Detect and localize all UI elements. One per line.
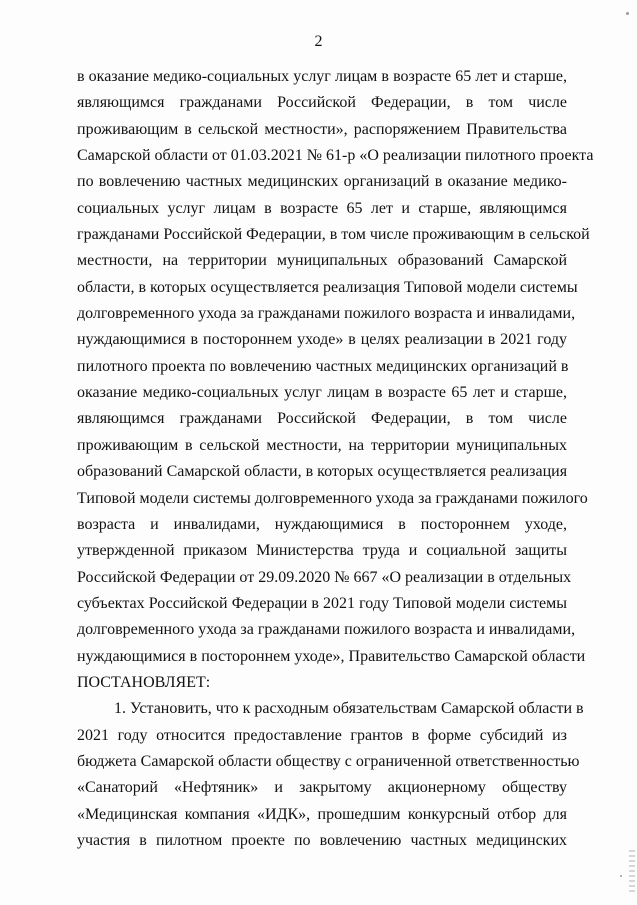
text-line: участия в пилотном проекте по вовлечению частных медицинских <box>77 831 567 849</box>
text-line: «Санаторий «Нефтяник» и закрытому акционерному обществу <box>77 779 567 797</box>
scan-speck <box>620 875 622 877</box>
text-line: нуждающимися в постороннем уходе», Правительство Самарской области <box>77 647 586 665</box>
text-line: социальных услуг лицам в возрасте 65 лет и старше, являющимся <box>77 199 567 217</box>
text-line: нуждающимися в постороннем уходе» в целях реализации в 2021 году <box>77 331 567 349</box>
text-line: Российской Федерации от 29.09.2020 № 667 «О реализации в отдельных <box>77 568 572 586</box>
text-line: являющимся гражданами Российской Федерации, в том числе <box>77 410 567 428</box>
text-line: образований Самарской области, в которых осуществляется реализация <box>77 463 568 481</box>
text-line: оказание медико-социальных услуг лицам в возрасте 65 лет и старше, <box>77 384 567 402</box>
text-line: в оказание медико-социальных услуг лицам в возрасте 65 лет и старше, <box>77 68 567 85</box>
text-line: области, в которых осуществляется реализация Типовой модели системы <box>77 278 578 296</box>
text-line: пилотного проекта по вовлечению частных медицинских организаций в <box>77 357 569 375</box>
text-line: 2021 году относится предоставление грантов в форме субсидий из <box>77 726 567 744</box>
text-line: «Медицинская компания «ИДК», прошедшим конкурсный отбор для <box>77 805 567 823</box>
text-line: возраста и инвалидами, нуждающимися в постороннем уходе, <box>77 515 567 533</box>
document-body <box>77 64 594 854</box>
text-line: гражданами Российской Федерации, в том числе проживающим в сельской <box>77 226 590 244</box>
text-line: утвержденной приказом Министерства труда и социальной защиты <box>77 542 567 560</box>
page-number: 2 <box>314 33 323 50</box>
text-line: 1. Установить, что к расходным обязательствам Самарской области в <box>114 700 584 718</box>
text-line: Типовой модели системы долговременного ухода за гражданами пожилого <box>77 489 588 507</box>
text-line: проживающим в сельской местности», распоряжением Правительства <box>77 120 567 138</box>
text-line: бюджета Самарской области обществу с ограниченной ответственностью <box>77 752 580 770</box>
scan-speck <box>626 12 629 15</box>
text-line: Самарской области от 01.03.2021 № 61-р «О реализации пилотного проекта <box>77 147 594 165</box>
resolution-heading: ПОСТАНОВЛЯЕТ: <box>77 673 211 691</box>
text-line: местности, на территории муниципальных образований Самарской <box>77 252 567 270</box>
text-line: долговременного ухода за гражданами пожилого возраста и инвалидами, <box>77 621 576 639</box>
text-line: долговременного ухода за гражданами пожилого возраста и инвалидами, <box>77 305 576 323</box>
text-line: являющимся гражданами Российской Федерации, в том числе <box>77 94 567 112</box>
text-line: по вовлечению частных медицинских организаций в оказание медико- <box>77 173 567 191</box>
text-line: проживающим в сельской местности, на территории муниципальных <box>77 436 567 454</box>
scan-edge-mark <box>629 850 635 895</box>
text-line: субъектах Российской Федерации в 2021 году Типовой модели системы <box>77 594 567 612</box>
